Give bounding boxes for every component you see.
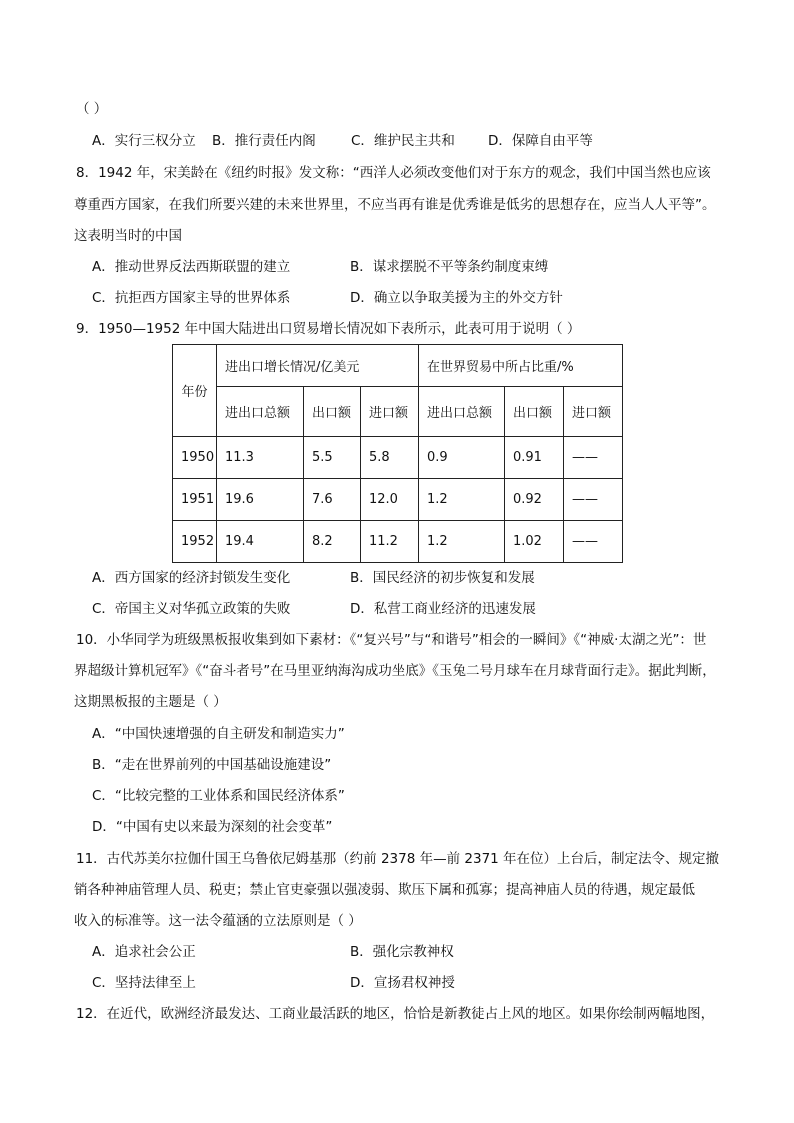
table-cell: 8.2 <box>304 521 361 563</box>
table-cell: 19.4 <box>217 521 304 563</box>
q9-option-a: A．西方国家的经济封锁发生变化 <box>92 570 291 586</box>
q8-option-c: C．抗拒西方国家主导的世界体系 <box>92 290 291 306</box>
q7-option-d: D．保障自由平等 <box>488 133 593 149</box>
table-subheader: 进出口总额 <box>419 387 505 437</box>
table-subheader: 进口额 <box>361 387 419 437</box>
trade-table <box>172 344 623 563</box>
table-subheader: 进出口总额 <box>217 387 304 437</box>
q11-option-a: A．追求社会公正 <box>92 944 196 960</box>
q10-option-a: A．“中国快速增强的自主研发和制造实力” <box>92 726 345 742</box>
q8-option-d: D．确立以争取美援为主的外交方针 <box>350 290 563 306</box>
q11-stem-line-2: 销各种神庙管理人员、税吏；禁止官吏豪强以强凌弱、欺压下属和孤寡；提高神庙人员的待遇，规定最低 <box>74 882 695 898</box>
q8-stem-line-3: 这表明当时的中国 <box>74 228 182 244</box>
table-cell: 1.2 <box>419 479 505 521</box>
q8-option-a: A．推动世界反法西斯联盟的建立 <box>92 259 291 275</box>
table-cell: 5.5 <box>304 437 361 479</box>
q7-option-c: C．维护民主共和 <box>351 133 455 149</box>
table-cell: 1950 <box>173 437 217 479</box>
table-subheader: 出口额 <box>304 387 361 437</box>
q11-stem-line-3: 收入的标准等。这一法令蕴涵的立法原则是（ ） <box>74 913 362 929</box>
table-cell: 19.6 <box>217 479 304 521</box>
q9-option-b: B．国民经济的初步恢复和发展 <box>350 570 535 586</box>
table-subheader: 进口额 <box>564 387 623 437</box>
table-cell: 0.9 <box>419 437 505 479</box>
table-cell: 0.91 <box>505 437 564 479</box>
q10-stem-line-1: 10．小华同学为班级黑板报收集到如下素材：《“复兴号”与“和谐号”相会的一瞬间》《“神威·太湖之光”：世 <box>76 632 707 648</box>
q10-stem-line-3: 这期黑板报的主题是（ ） <box>74 694 227 710</box>
q10-option-d: D．“中国有史以来最为深刻的社会变革” <box>92 819 333 835</box>
q8-stem-line-1: 8．1942 年，宋美龄在《纽约时报》发文称：“西洋人必须改变他们对于东方的观念，我们中国当然也应该 <box>76 165 711 181</box>
q8-option-b: B．谋求摆脱不平等条约制度束缚 <box>350 259 549 275</box>
table-cell: 11.2 <box>361 521 419 563</box>
table-cell: 11.3 <box>217 437 304 479</box>
table-cell: 7.6 <box>304 479 361 521</box>
table-row <box>173 479 623 521</box>
table-cell: —— <box>564 437 623 479</box>
table-cell: —— <box>564 521 623 563</box>
q7-option-a: A．实行三权分立 <box>92 133 196 149</box>
q10-option-b: B．“走在世界前列的中国基础设施建设” <box>92 757 332 773</box>
q10-stem-line-2: 界超级计算机冠军》《“奋斗者号”在马里亚纳海沟成功坐底》《玉兔二号月球车在月球背面行走》。据此判断， <box>74 663 716 679</box>
table-group-header-share: 在世界贸易中所占比重/% <box>419 345 623 387</box>
table-cell: 1951 <box>173 479 217 521</box>
q9-option-d: D．私营工商业经济的迅速发展 <box>350 601 536 617</box>
q7-answer-paren: （ ） <box>76 101 108 117</box>
q9-option-c: C．帝国主义对华孤立政策的失败 <box>92 601 291 617</box>
table-group-header-growth: 进出口增长情况/亿美元 <box>217 345 419 387</box>
q11-option-d: D．宣扬君权神授 <box>350 975 455 991</box>
table-cell: 12.0 <box>361 479 419 521</box>
q8-stem-line-2: 尊重西方国家，在我们所要兴建的未来世界里，不应当再有谁是优秀谁是低劣的思想存在，应当人人平等”。 <box>74 197 716 213</box>
table-subheader: 出口额 <box>505 387 564 437</box>
table-cell: 1.2 <box>419 521 505 563</box>
table-cell: 1.02 <box>505 521 564 563</box>
q7-option-b: B．推行责任内阁 <box>212 133 316 149</box>
table-cell: —— <box>564 479 623 521</box>
table-cell: 0.92 <box>505 479 564 521</box>
q12-stem-line-1: 12．在近代，欧洲经济最发达、工商业最活跃的地区，恰恰是新教徒占上风的地区。如果你绘制两幅地图， <box>76 1006 715 1022</box>
q11-stem-line-1: 11．古代苏美尔拉伽什国王乌鲁依尼姆基那（约前 2378 年—前 2371 年在位）上台后，制定法令、规定撤 <box>76 851 720 867</box>
table-row <box>173 521 623 563</box>
table-cell: 5.8 <box>361 437 419 479</box>
q11-option-b: B．强化宗教神权 <box>350 944 454 960</box>
table-cell: 1952 <box>173 521 217 563</box>
q9-stem: 9．1950—1952 年中国大陆进出口贸易增长情况如下表所示，此表可用于说明（ ） <box>76 321 581 337</box>
table-year-header: 年份 <box>173 345 217 437</box>
q10-option-c: C．“比较完整的工业体系和国民经济体系” <box>92 788 345 804</box>
table-row <box>173 437 623 479</box>
q11-option-c: C．坚持法律至上 <box>92 975 196 991</box>
